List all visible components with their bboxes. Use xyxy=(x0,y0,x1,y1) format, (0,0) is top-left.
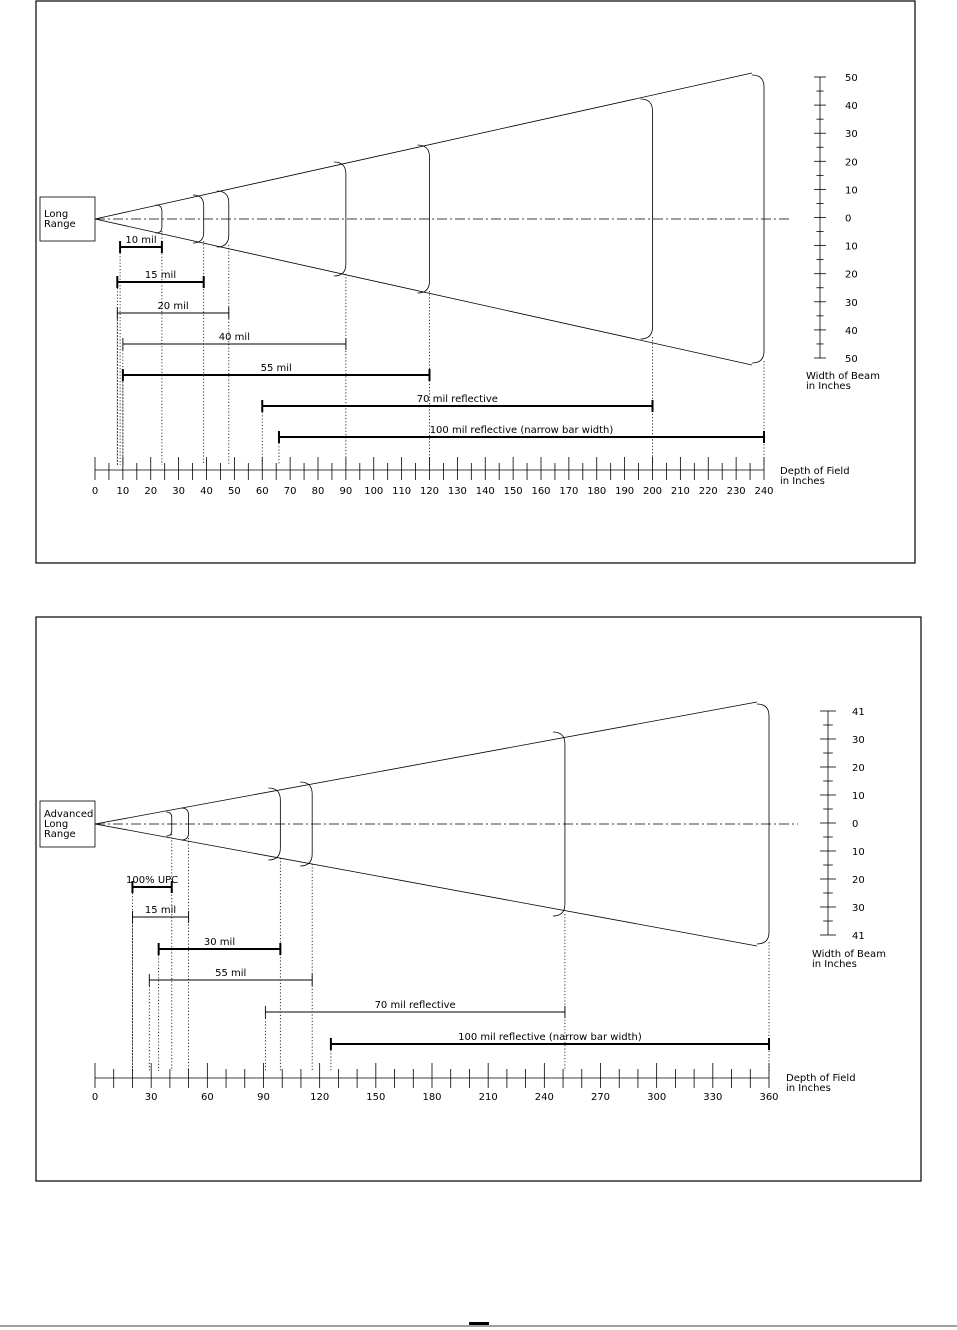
depth-tick-label: 210 xyxy=(670,486,690,497)
range-1 xyxy=(120,231,162,465)
range-label: 100% UPC xyxy=(126,875,179,886)
scanner-label-line: Long xyxy=(44,209,69,220)
depth-tick-label: 150 xyxy=(366,1092,386,1103)
depth-tick-label: 50 xyxy=(228,486,241,497)
beam-width-tick-label: 30 xyxy=(852,903,865,914)
depth-tick-label: 240 xyxy=(534,1092,554,1103)
beam-lower-edge xyxy=(95,824,757,946)
beam-width-tick-label: 30 xyxy=(845,297,858,309)
beam-width-tick-label: 10 xyxy=(852,847,865,858)
beam-width-tick-label: 30 xyxy=(852,735,865,746)
scanner-label-line: Range xyxy=(44,219,76,230)
depth-tick-label: 150 xyxy=(503,486,523,497)
beam-width-axis-title: in Inches xyxy=(806,381,851,392)
beam-width-tick-label: 50 xyxy=(845,73,858,84)
range-label: 15 mil xyxy=(144,905,177,916)
depth-tick-label: 30 xyxy=(172,486,185,497)
depth-tick-label: 120 xyxy=(310,1092,330,1103)
range-3 xyxy=(159,858,281,1071)
beam-upper-edge xyxy=(95,702,757,824)
depth-of-field-axis xyxy=(92,457,850,497)
depth-of-field-axis xyxy=(92,1063,856,1103)
depth-tick-label: 90 xyxy=(257,1092,270,1103)
depth-tick-label: 20 xyxy=(144,486,158,497)
beam-width-tick-label: 10 xyxy=(852,791,865,802)
depth-tick-label: 270 xyxy=(590,1092,611,1103)
depth-axis-title: in Inches xyxy=(786,1083,831,1094)
scanner-label-line: Range xyxy=(44,829,76,840)
depth-tick-label: 70 xyxy=(283,486,297,497)
depth-tick-label: 330 xyxy=(703,1092,723,1103)
beam-width-tick-label: 20 xyxy=(852,763,865,774)
diagram-1 xyxy=(36,1,915,563)
range-label: 20 mil xyxy=(157,301,189,312)
beam-width-tick-label: 40 xyxy=(845,325,858,337)
beam-width-tick-label: 20 xyxy=(845,157,858,169)
depth-tick-label: 80 xyxy=(311,486,325,497)
depth-tick-label: 240 xyxy=(754,486,774,497)
depth-tick-label: 180 xyxy=(587,486,607,497)
depth-tick-label: 180 xyxy=(422,1092,442,1103)
scanner-label xyxy=(44,209,76,230)
depth-tick-label: 110 xyxy=(392,486,412,497)
depth-tick-label: 360 xyxy=(759,1092,779,1103)
scanner-label xyxy=(44,809,93,840)
range-label: 55 mil xyxy=(215,968,247,979)
beam-width-tick-label: 20 xyxy=(845,269,858,281)
range-6 xyxy=(262,337,652,465)
beam-width-tick-label: 41 xyxy=(852,707,865,718)
beam-width-axis-title: Width of Beam xyxy=(812,949,886,960)
range-4 xyxy=(149,864,312,1071)
depth-tick-label: 60 xyxy=(200,1092,214,1103)
range-label: 70 mil reflective xyxy=(374,1000,456,1011)
depth-tick-label: 0 xyxy=(91,1092,99,1103)
beam-width-axis-title: Width of Beam xyxy=(806,371,880,382)
range-5 xyxy=(265,914,565,1071)
scanner-label-line: Advanced xyxy=(44,809,94,820)
range-label: 55 mil xyxy=(260,363,292,374)
depth-axis-title: Depth of Field xyxy=(780,466,850,477)
depth-tick-label: 170 xyxy=(559,486,579,497)
beam-width-tick-label: 0 xyxy=(845,213,852,225)
range-label: 30 mil xyxy=(203,937,236,948)
depth-axis-title: in Inches xyxy=(780,476,825,487)
range-label: 100 mil reflective (narrow bar width) xyxy=(429,425,614,436)
depth-tick-label: 100 xyxy=(364,486,384,497)
range-label: 40 mil xyxy=(218,332,250,343)
depth-tick-label: 200 xyxy=(642,486,663,497)
depth-tick-label: 220 xyxy=(698,486,718,497)
beam-width-axis xyxy=(806,73,880,392)
beam-width-tick-label: 50 xyxy=(845,354,858,365)
depth-tick-label: 230 xyxy=(726,486,746,497)
depth-tick-label: 300 xyxy=(647,1092,667,1103)
depth-tick-label: 0 xyxy=(91,486,99,497)
depth-tick-label: 60 xyxy=(255,486,269,497)
depth-tick-label: 160 xyxy=(531,486,551,497)
range-label: 15 mil xyxy=(144,270,177,281)
range-2 xyxy=(132,838,188,1071)
depth-tick-label: 10 xyxy=(116,486,130,497)
depth-tick-label: 120 xyxy=(419,486,440,497)
range-2 xyxy=(117,241,203,465)
beam-width-tick-label: 0 xyxy=(852,819,859,830)
depth-tick-label: 30 xyxy=(144,1092,158,1103)
depth-axis-title: Depth of Field xyxy=(786,1073,856,1084)
depth-tick-label: 130 xyxy=(447,486,467,497)
depth-tick-label: 140 xyxy=(475,486,495,497)
range-7 xyxy=(279,361,764,465)
range-label: 10 mil xyxy=(125,235,157,246)
beam-width-tick-label: 10 xyxy=(845,241,858,253)
range-label: 100 mil reflective (narrow bar width) xyxy=(458,1032,642,1043)
range-label: 70 mil reflective xyxy=(416,394,498,405)
range-1 xyxy=(126,834,178,1071)
beam-width-axis-title: in Inches xyxy=(812,959,857,970)
depth-tick-label: 90 xyxy=(339,486,353,497)
beam-width-tick-label: 10 xyxy=(845,185,858,197)
depth-tick-label: 40 xyxy=(200,486,213,497)
range-5 xyxy=(123,291,430,465)
diagram-2 xyxy=(36,617,921,1181)
beam-width-tick-label: 41 xyxy=(852,931,865,942)
page-marker xyxy=(469,1322,489,1325)
beam-width-axis xyxy=(812,707,886,970)
scanner-label-line: Long xyxy=(44,819,69,830)
beam-width-tick-label: 30 xyxy=(845,129,858,141)
beam-width-tick-label: 20 xyxy=(852,875,865,886)
depth-tick-label: 190 xyxy=(615,486,635,497)
depth-tick-label: 210 xyxy=(478,1092,498,1103)
beam-width-tick-label: 40 xyxy=(845,101,858,113)
